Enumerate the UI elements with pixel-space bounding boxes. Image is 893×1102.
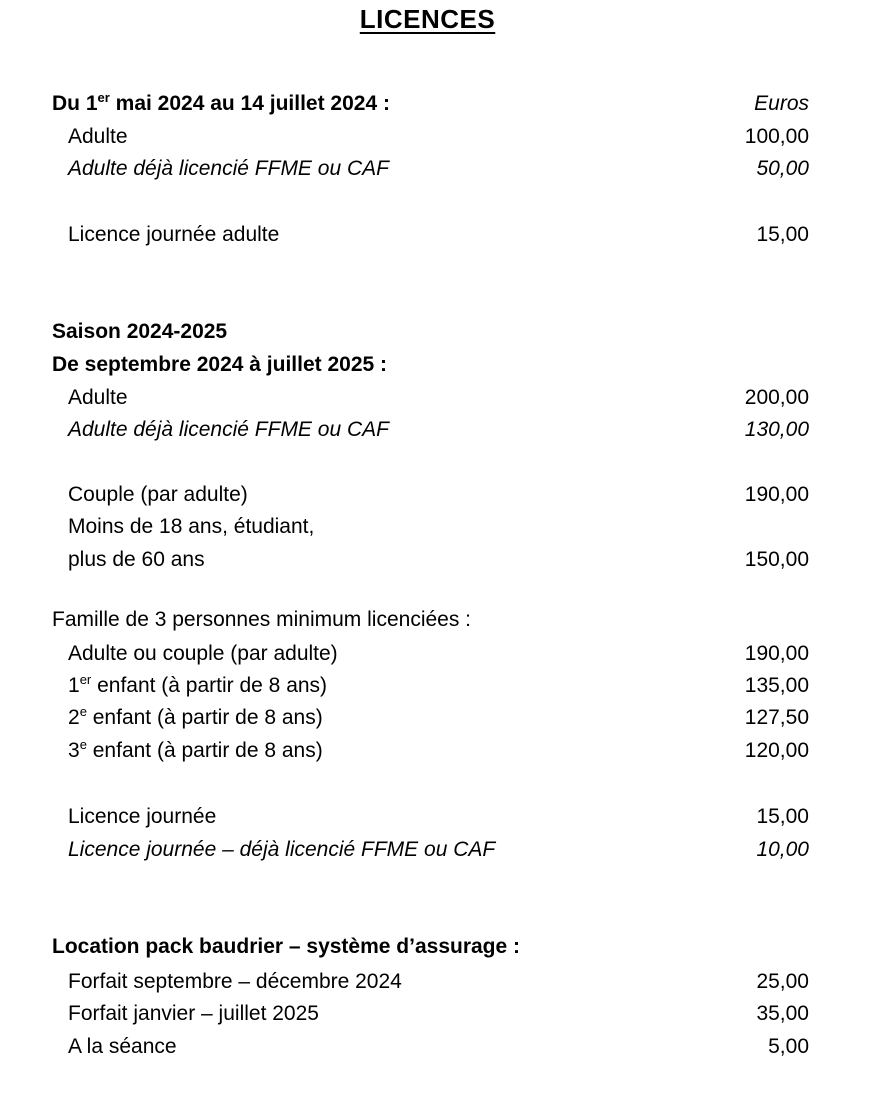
season-heading-row-2 [0,349,893,381]
family-child2-value: 127,50 [744,706,809,729]
rental-jan-jul-value: 35,00 [756,1002,809,1025]
summer-adult-label: Adulte [68,125,128,148]
season-couple-value: 190,00 [744,483,809,506]
season-reduced-value: 150,00 [744,548,809,571]
summer-day-label: Licence journée adulte [68,223,280,246]
summer-day-value: 15,00 [756,223,809,246]
rental-sep-dec-row [0,966,893,998]
season-couple-label: Couple (par adulte) [68,483,248,506]
day-licensed-label: Licence journée – déjà licencié FFME ou CAF [68,838,496,861]
season-heading-2: De septembre 2024 à juillet 2025 : [52,353,388,376]
family-adult-label: Adulte ou couple (par adulte) [68,642,338,665]
season-reduced-row-2 [0,544,893,576]
season-adult-value: 200,00 [744,386,809,409]
day-row [0,801,893,833]
family-child3-value: 120,00 [744,739,809,762]
family-child2-row [0,702,893,734]
rental-session-row [0,1031,893,1063]
family-child1-row [0,670,893,702]
summer-adult-value: 100,00 [744,125,809,148]
rental-session-value: 5,00 [768,1035,809,1058]
day-value: 15,00 [756,805,809,828]
rental-sep-dec-label: Forfait septembre – décembre 2024 [68,970,402,993]
summer-heading: Du 1er mai 2024 au 14 juillet 2024 : [52,90,390,115]
rental-session-label: A la séance [68,1035,177,1058]
season-couple-row [0,479,893,511]
family-child1-value: 135,00 [744,674,809,697]
summer-adult-licensed-row [0,153,893,185]
summer-adult-licensed-label: Adulte déjà licencié FFME ou CAF [68,157,389,180]
family-child1-label: 1er enfant (à partir de 8 ans) [68,672,328,697]
day-licensed-row [0,834,893,866]
season-heading-1: Saison 2024-2025 [52,320,228,343]
season-adult-label: Adulte [68,386,128,409]
rental-heading-row [0,931,893,963]
family-adult-row [0,638,893,670]
season-reduced-label-2: plus de 60 ans [68,548,205,571]
summer-heading-row [0,88,893,120]
summer-adult-row [0,121,893,153]
family-heading: Famille de 3 personnes minimum licenciées : [52,608,472,631]
season-heading-row-1 [0,316,893,348]
page-title: LICENCES [359,4,496,34]
season-adult-licensed-label: Adulte déjà licencié FFME ou CAF [68,418,389,441]
season-adult-licensed-row [0,414,893,446]
rental-sep-dec-value: 25,00 [756,970,809,993]
summer-adult-licensed-value: 50,00 [756,157,809,180]
rental-jan-jul-label: Forfait janvier – juillet 2025 [68,1002,319,1025]
family-child3-row [0,735,893,767]
family-adult-value: 190,00 [744,642,809,665]
summer-day-row [0,219,893,251]
season-reduced-row-1 [0,511,893,543]
day-label: Licence journée [68,805,217,828]
season-reduced-label-1: Moins de 18 ans, étudiant, [68,515,315,538]
season-adult-row [0,382,893,414]
rental-jan-jul-row [0,998,893,1030]
family-child2-label: 2e enfant (à partir de 8 ans) [68,704,323,729]
day-licensed-value: 10,00 [756,838,809,861]
family-child3-label: 3e enfant (à partir de 8 ans) [68,737,323,762]
family-heading-row [0,604,893,636]
rental-heading: Location pack baudrier – système d’assurage : [52,935,521,958]
season-adult-licensed-value: 130,00 [744,418,809,441]
currency-label: Euros [754,92,809,115]
